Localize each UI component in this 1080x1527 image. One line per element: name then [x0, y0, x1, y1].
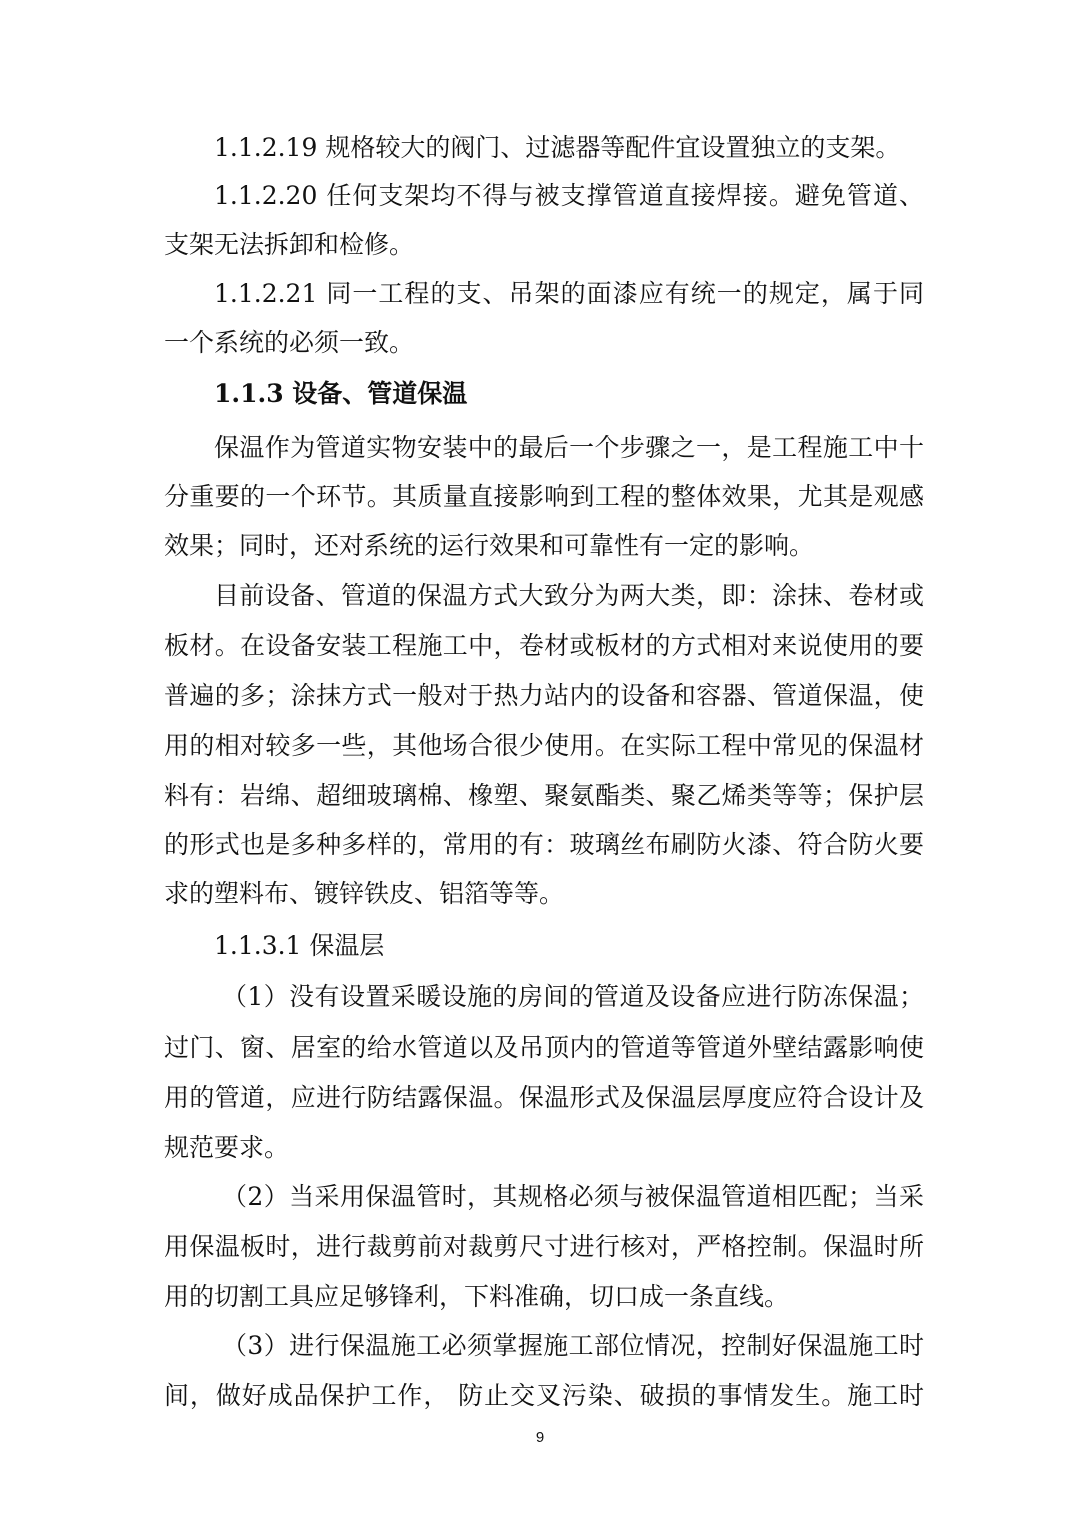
clause-1-1-2-20-line-1: 1.1.2.20 任何支架均不得与被支撑管道直接焊接。避免管道、 [214, 181, 924, 210]
item-2-line-1: （2）当采用保温管时，其规格必须与被保温管道相匹配；当采 [222, 1182, 924, 1211]
clause-1-1-2-21-line-1: 1.1.2.21 同一工程的支、吊架的面漆应有统一的规定，属于同 [214, 279, 924, 308]
paragraph-insulation-methods-line-2: 板材。在设备安装工程施工中，卷材或板材的方式相对来说使用的要 [164, 631, 924, 660]
section-heading-1-1-3-1: 1.1.3.1 保温层 [214, 931, 385, 960]
item-2-line-2: 用保温板时，进行裁剪前对裁剪尺寸进行核对，严格控制。保温时所 [164, 1232, 924, 1261]
section-heading-1-1-3: 1.1.3 设备、管道保温 [214, 379, 468, 408]
item-3-line-2: 间，做好成品保护工作， 防止交叉污染、破损的事情发生。施工时 [164, 1381, 924, 1410]
item-1-line-2: 过门、窗、居室的给水管道以及吊顶内的管道等管道外壁结露影响使 [164, 1033, 924, 1062]
item-3-line-1: （3）进行保温施工必须掌握施工部位情况，控制好保温施工时 [222, 1331, 924, 1360]
paragraph-insulation-methods-line-5: 料有：岩绵、超细玻璃棉、橡塑、聚氨酯类、聚乙烯类等等；保护层 [164, 781, 924, 810]
page-number: 9 [535, 1429, 545, 1446]
paragraph-insulation-methods-line-7: 求的塑料布、镀锌铁皮、铝箔等等。 [164, 879, 565, 908]
paragraph-insulation-intro-line-3: 效果；同时，还对系统的运行效果和可靠性有一定的影响。 [164, 531, 815, 560]
item-1-line-1: （1）没有设置采暖设施的房间的管道及设备应进行防冻保温； [222, 982, 924, 1011]
clause-1-1-2-19-line-1: 1.1.2.19 规格较大的阀门、过滤器等配件宜设置独立的支架。 [214, 133, 901, 162]
paragraph-insulation-methods-line-4: 用的相对较多一些，其他场合很少使用。在实际工程中常见的保温材 [164, 731, 924, 760]
clause-1-1-2-21-line-2: 一个系统的必须一致。 [164, 328, 415, 357]
paragraph-insulation-methods-line-3: 普遍的多；涂抹方式一般对于热力站内的设备和容器、管道保温，使 [164, 681, 924, 710]
paragraph-insulation-intro-line-1: 保温作为管道实物安装中的最后一个步骤之一，是工程施工中十 [214, 433, 924, 462]
item-2-line-3: 用的切割工具应足够锋利，下料准确，切口成一条直线。 [164, 1282, 790, 1311]
paragraph-insulation-methods-line-1: 目前设备、管道的保温方式大致分为两大类，即：涂抹、卷材或 [214, 581, 924, 610]
clause-1-1-2-20-line-2: 支架无法拆卸和检修。 [164, 230, 415, 259]
item-1-line-4: 规范要求。 [164, 1133, 290, 1162]
paragraph-insulation-methods-line-6: 的形式也是多种多样的，常用的有：玻璃丝布刷防火漆、符合防火要 [164, 830, 924, 859]
item-1-line-3: 用的管道，应进行防结露保温。保温形式及保温层厚度应符合设计及 [164, 1083, 924, 1112]
paragraph-insulation-intro-line-2: 分重要的一个环节。其质量直接影响到工程的整体效果，尤其是观感 [164, 482, 924, 511]
